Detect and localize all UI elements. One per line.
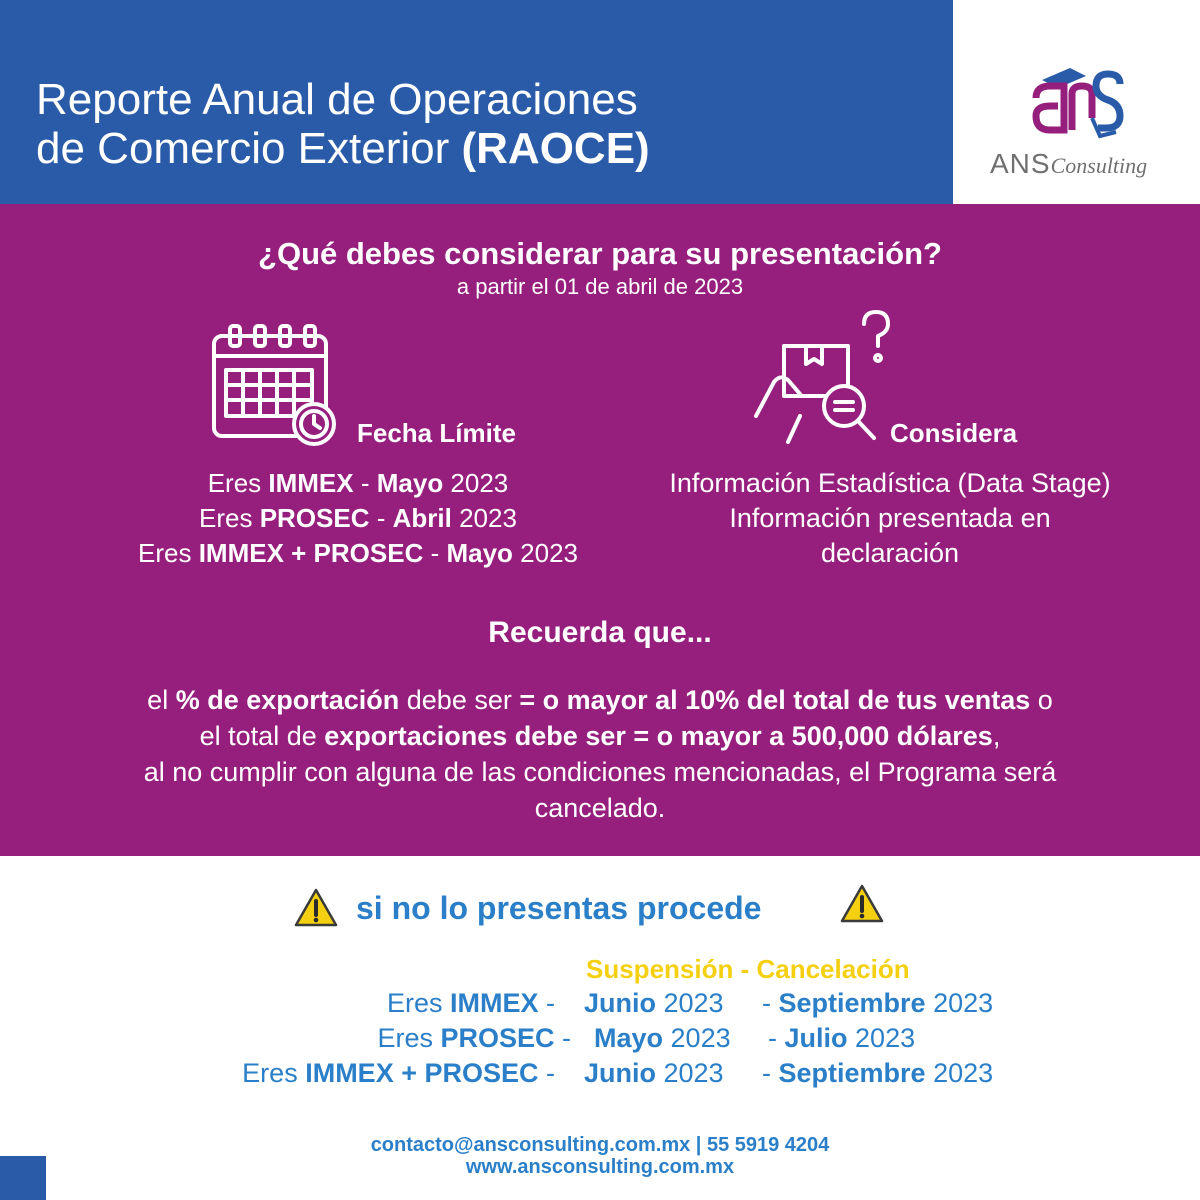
penalty-row-suspension [584, 988, 724, 1019]
deadline-row-month: Mayo [376, 468, 444, 498]
consider-list [630, 466, 1150, 571]
deadline-row-separator: - [423, 538, 447, 568]
suspension-month: Junio [584, 988, 656, 1018]
suspension-year: 2023 [663, 1023, 731, 1053]
warning-triangle-icon [840, 884, 884, 924]
reminder-text-span: debe ser [399, 685, 520, 715]
reminder-text-bold: exportaciones debe ser = o mayor a 500,000 dólares [324, 721, 993, 751]
section-question-subtitle: a partir el 01 de abril de 2023 [456, 274, 744, 299]
penalty-row-prefix: Eres [386, 988, 450, 1018]
contact-block [0, 1134, 1200, 1178]
warning-triangle-icon [294, 888, 338, 928]
reminder-text-span: o [1030, 685, 1053, 715]
penalty-row-program [0, 988, 555, 1024]
reminder-text-span: , [992, 721, 1001, 751]
deadline-row-separator: - [369, 503, 393, 533]
penalty-row-cancellation [762, 1058, 993, 1089]
deadline-row-month: Mayo [446, 538, 513, 568]
penalty-row-program [0, 1058, 555, 1094]
cancellation-year: 2023 [925, 988, 994, 1018]
deadline-row [60, 501, 656, 536]
page-title-line1: Reporte Anual de Operaciones [36, 75, 638, 124]
penalty-heading: si no lo presentas procede [356, 890, 762, 926]
box-search-question-icon [748, 304, 898, 446]
reminder-text [20, 682, 1180, 826]
reminder-text-bold: % de exportación [175, 685, 400, 715]
reminder-line: al no cumplir con alguna de las condiciones mencionadas, el Programa será [143, 757, 1057, 787]
deadline-row-year: 2023 [512, 538, 578, 568]
logo-wordmark-ans: ANS [990, 148, 1051, 179]
section-question-title: ¿Qué debes considerar para su presentación? [258, 236, 942, 271]
cancellation-year: 2023 [847, 1023, 916, 1053]
reminder-text-span: el [147, 685, 176, 715]
cancellation-month: Julio [784, 1023, 848, 1053]
website-link[interactable]: www.ansconsulting.com.mx [465, 1156, 735, 1178]
deadline-row-month: Abril [392, 503, 452, 533]
penalty-row [0, 1058, 1200, 1094]
penalty-row-prefix: Eres [242, 1058, 306, 1088]
penalty-row-program-name: PROSEC [440, 1023, 555, 1053]
page-title-acronym: (RAOCE) [461, 124, 650, 173]
suspension-year: 2023 [656, 1058, 724, 1088]
consider-line: declaración [820, 538, 960, 568]
reminder-line: cancelado. [534, 793, 666, 823]
penalty-row-who [387, 988, 555, 1019]
penalty-row-program [0, 1023, 571, 1059]
calendar-clock-icon [210, 322, 340, 447]
penalty-row-suspension [584, 1058, 724, 1089]
page-title-line2 [36, 124, 650, 173]
suspension-month: Mayo [594, 1023, 664, 1053]
penalty-row [0, 1023, 1200, 1059]
ans-logo-icon [1028, 58, 1128, 142]
deadline-row-program: IMMEX + PROSEC [198, 538, 424, 568]
reminder-line [20, 682, 1180, 718]
logo-wordmark [990, 148, 1147, 180]
deadline-row-prefix: Eres [207, 468, 269, 498]
deadline-row-prefix: Eres [138, 538, 199, 568]
penalty-columns-header: Suspensión - Cancelación [586, 954, 910, 984]
cancellation-month: Septiembre [778, 988, 926, 1018]
penalty-row-who [377, 1023, 571, 1054]
reminder-line [20, 718, 1180, 754]
penalty-row-dash: - [762, 988, 771, 1018]
penalty-row-suspension [594, 1023, 731, 1054]
penalty-row-dash: - [762, 1058, 771, 1088]
consider-line: Información presentada en [729, 503, 1051, 533]
page-title-line2-text: de Comercio Exterior [36, 124, 462, 173]
contact-email-phone-link[interactable]: contacto@ansconsulting.com.mx | 55 5919 4204 [370, 1134, 830, 1156]
deadline-row-separator: - [353, 468, 377, 498]
reminder-heading: Recuerda que... [488, 616, 712, 649]
cancellation-month: Septiembre [778, 1058, 926, 1088]
logo-wordmark-consulting: Consulting [1050, 153, 1148, 178]
deadline-row-year: 2023 [451, 503, 517, 533]
deadline-row-prefix: Eres [199, 503, 260, 533]
deadline-row-program: IMMEX [268, 468, 354, 498]
penalty-row-program-name: IMMEX + PROSEC [305, 1058, 539, 1088]
cancellation-year: 2023 [925, 1058, 994, 1088]
penalty-row-cancellation [768, 1023, 915, 1054]
deadline-list [60, 466, 656, 571]
deadline-row [60, 536, 656, 571]
penalty-row-cancellation [762, 988, 993, 1019]
suspension-year: 2023 [656, 988, 724, 1018]
suspension-month: Junio [584, 1058, 656, 1088]
penalty-heading-row [0, 884, 1200, 934]
penalty-row-who [242, 1058, 555, 1089]
reminder-text-span: el total de [199, 721, 325, 751]
reminder-text-bold: = o mayor al 10% del total de tus ventas [519, 685, 1031, 715]
penalty-row-prefix: Eres [377, 1023, 441, 1053]
penalty-row-dash: - [538, 988, 555, 1018]
deadline-heading: Fecha Límite [357, 418, 516, 448]
consider-heading: Considera [890, 418, 1018, 448]
deadline-row-program: PROSEC [259, 503, 370, 533]
penalty-row-dash: - [768, 1023, 777, 1053]
penalty-row-dash: - [554, 1023, 571, 1053]
penalty-row-program-name: IMMEX [449, 988, 539, 1018]
deadline-row [60, 466, 656, 501]
corner-accent [0, 1156, 46, 1200]
penalty-row-dash: - [538, 1058, 555, 1088]
consider-line: Información Estadística (Data Stage) [669, 468, 1111, 498]
penalty-row [0, 988, 1200, 1024]
deadline-row-year: 2023 [443, 468, 509, 498]
